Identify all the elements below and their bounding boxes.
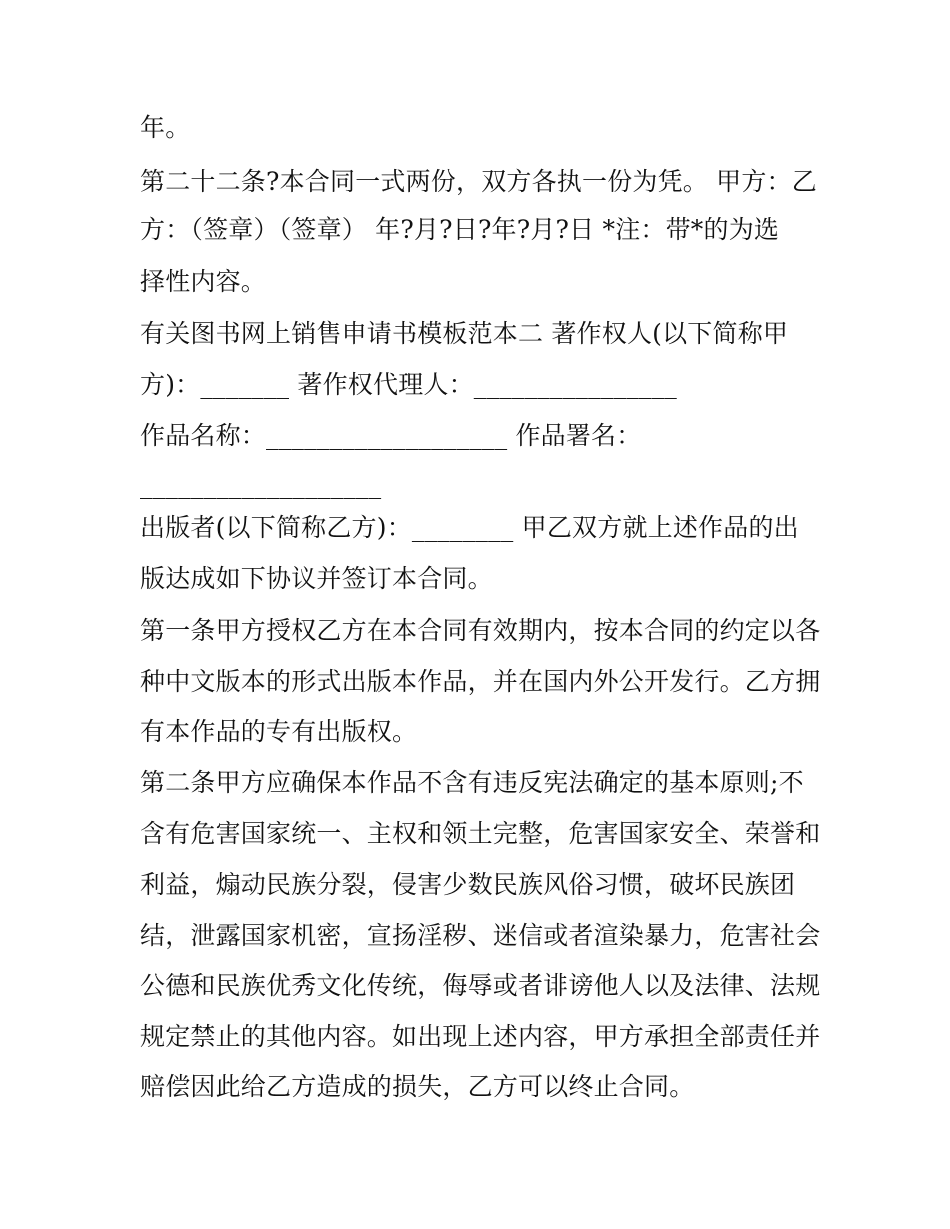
text-line: 版达成如下协议并签订本合同。 <box>140 564 493 593</box>
text-line: 公德和民族优秀文化传统，侮辱或者诽谤他人以及法律、法规 <box>140 971 821 1000</box>
text-line: 第一条甲方授权乙方在本合同有效期内，按本合同的约定以各 <box>140 616 821 645</box>
text-line: 方)：_______ 著作权代理人：________________ <box>140 370 678 399</box>
text-line: 方：（签章）（签章） 年?月?日?年?月?日 *注：带*的为选 <box>140 215 780 244</box>
text-line: 种中文版本的形式出版本作品，并在国内外公开发行。乙方拥 <box>140 667 821 696</box>
text-line: 第二条甲方应确保本作品不含有违反宪法确定的基本原则;不 <box>140 768 804 797</box>
text-line: 有本作品的专有出版权。 <box>140 717 418 746</box>
text-line: 作品名称：___________________ 作品署名： <box>140 421 642 450</box>
text-line: ___________________ <box>140 470 382 499</box>
text-line: 结，泄露国家机密，宣扬淫秽、迷信或者渲染暴力，危害社会 <box>140 921 821 950</box>
text-line: 有关图书网上销售申请书模板范本二 著作权人(以下简称甲 <box>140 319 789 348</box>
text-line: 利益，煽动民族分裂，侵害少数民族风俗习惯，破坏民族团 <box>140 870 796 899</box>
text-line: 含有危害国家统一、主权和领土完整，危害国家安全、荣誉和 <box>140 819 821 848</box>
text-line: 择性内容。 <box>140 267 267 296</box>
text-line: 年。 <box>140 113 191 142</box>
text-line: 赔偿因此给乙方造成的损失，乙方可以终止合同。 <box>140 1072 695 1101</box>
text-line: 第二十二条?本合同一式两份，双方各执一份为凭。 甲方：乙 <box>140 167 817 196</box>
text-line: 规定禁止的其他内容。如出现上述内容，甲方承担全部责任并 <box>140 1022 821 1051</box>
text-line: 出版者(以下简称乙方)：________ 甲乙双方就上述作品的出 <box>140 513 799 542</box>
